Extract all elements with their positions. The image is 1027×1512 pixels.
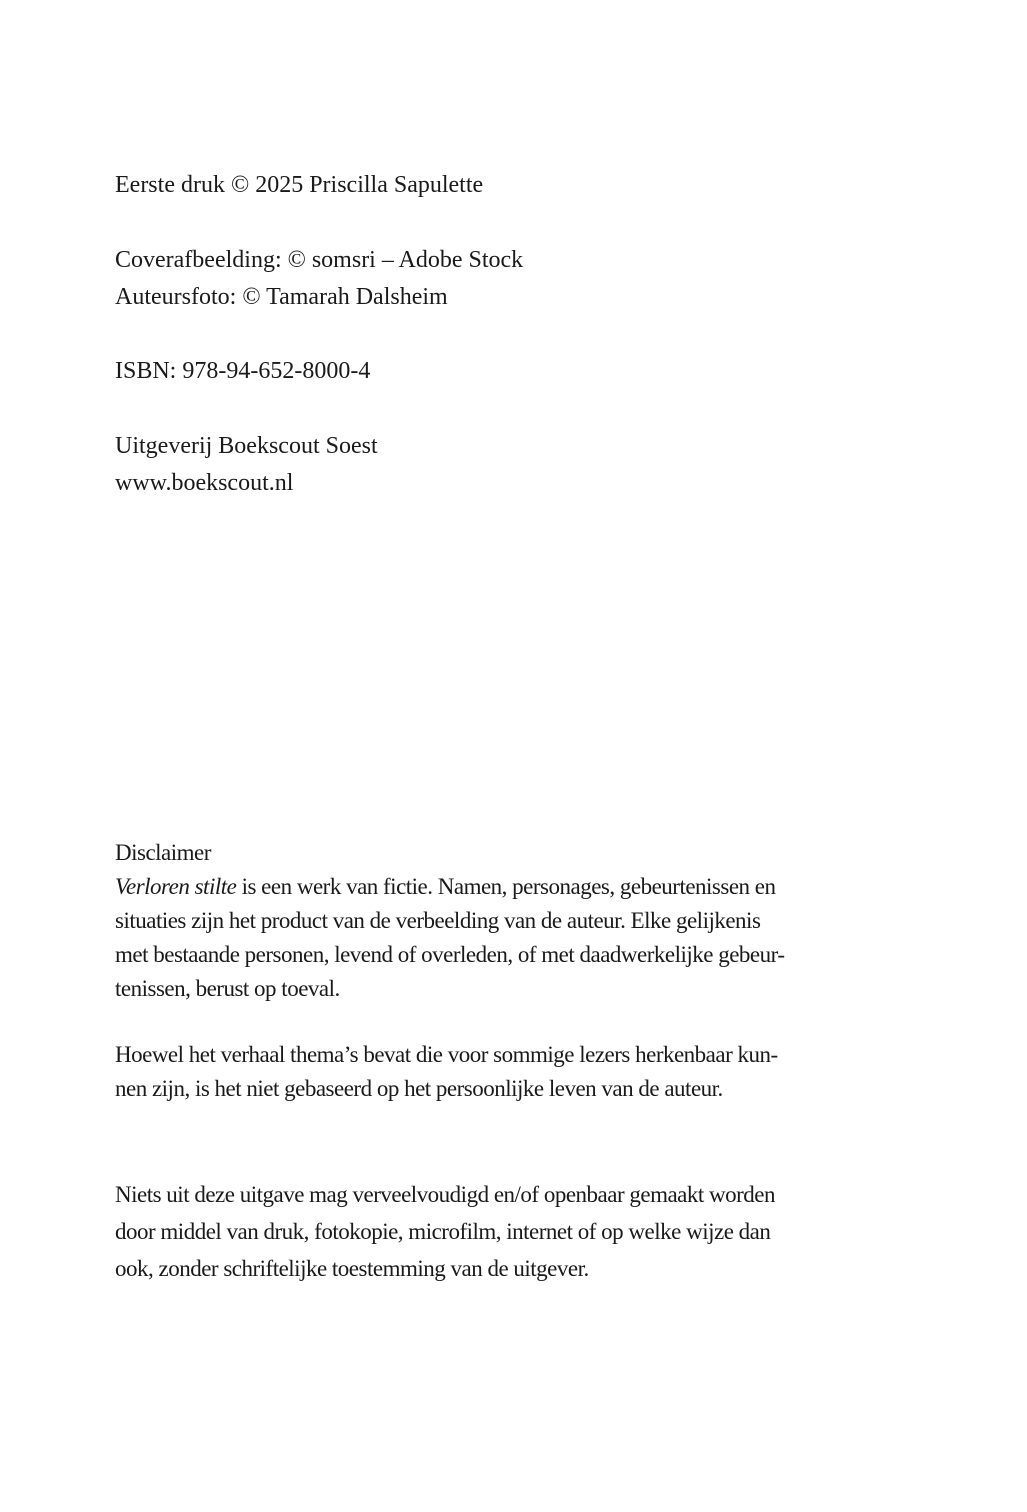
- disclaimer-line: nen zijn, is het niet gebaseerd op het persoonlijke leven van de auteur.: [115, 1076, 723, 1101]
- author-photo-credit: Auteursfoto: © Tamarah Dalsheim: [115, 284, 448, 310]
- disclaimer-line: situaties zijn het product van de verbeelding van de auteur. Elke gelijkenis: [115, 908, 761, 933]
- disclaimer-line-text: is een werk van fictie. Namen, personages, gebeurtenissen en: [236, 874, 776, 899]
- cover-image-credit: Coverafbeelding: © somsri – Adobe Stock: [115, 247, 524, 273]
- rights-notice: [115, 1176, 875, 1287]
- disclaimer-section: [115, 836, 875, 1006]
- disclaimer-line: met bestaande personen, levend of overleden, of met daadwerkelijke gebeur-: [115, 942, 785, 967]
- isbn: ISBN: 978-94-652-8000-4: [115, 358, 371, 384]
- publisher-name: Uitgeverij Boekscout Soest: [115, 433, 378, 459]
- disclaimer-paragraph-2: [115, 1038, 875, 1106]
- rights-line: Niets uit deze uitgave mag verveelvoudigd en/of openbaar gemaakt worden: [115, 1182, 775, 1207]
- publisher-website: www.boekscout.nl: [115, 470, 294, 496]
- first-print-line: Eerste druk © 2025 Priscilla Sapulette: [115, 172, 484, 198]
- disclaimer-line: tenissen, berust op toeval.: [115, 976, 340, 1001]
- disclaimer-line: [115, 870, 875, 904]
- rights-line: ook, zonder schriftelijke toestemming van de uitgever.: [115, 1256, 589, 1281]
- rights-line: door middel van druk, fotokopie, microfilm, internet of op welke wijze dan: [115, 1219, 771, 1244]
- book-title: Verloren stilte: [115, 874, 237, 899]
- disclaimer-heading: Disclaimer: [115, 840, 211, 865]
- disclaimer-line: Hoewel het verhaal thema’s bevat die voor sommige lezers herkenbaar kun-: [115, 1042, 778, 1067]
